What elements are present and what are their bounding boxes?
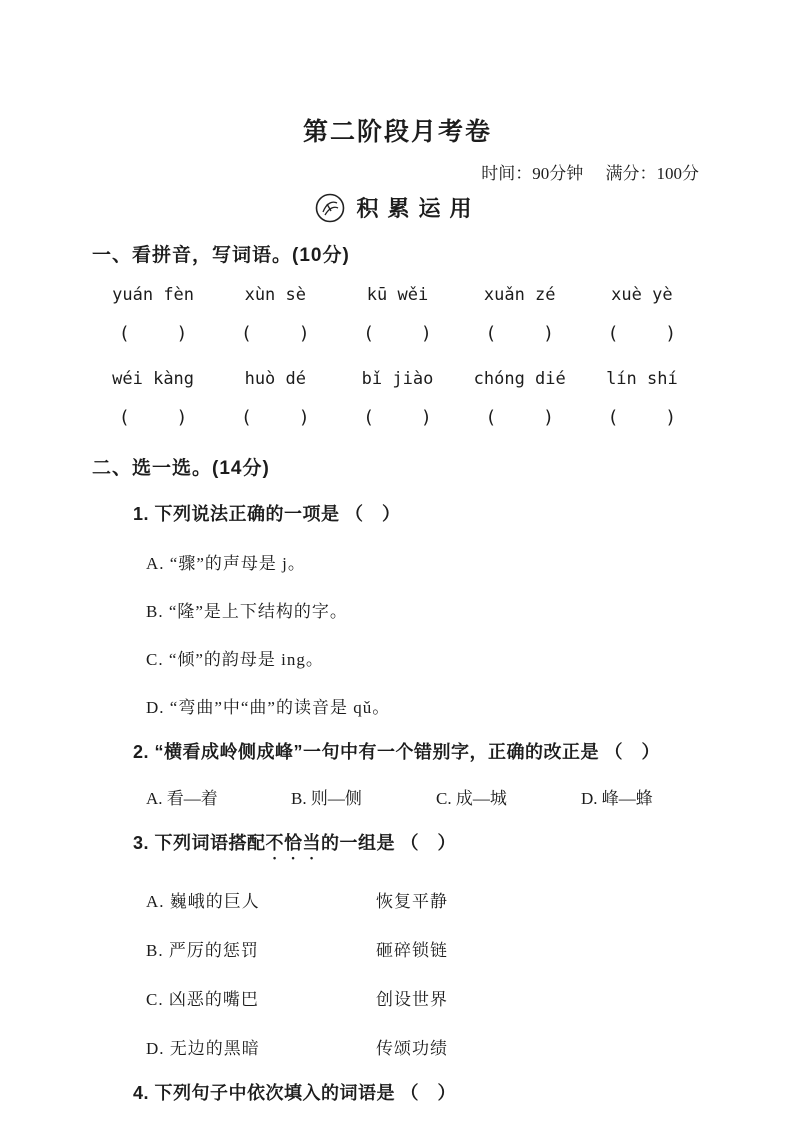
question-1-stem: 1. 下列说法正确的一项是 （ ） bbox=[133, 503, 401, 524]
word-pair-row bbox=[146, 1034, 703, 1059]
word-pair-row bbox=[146, 887, 703, 912]
answer-blank: ( ) bbox=[607, 406, 677, 428]
answer-blank: ( ) bbox=[485, 406, 554, 428]
answer-blank: ( ) bbox=[607, 322, 677, 344]
part-one-heading: 一、看拼音，写词语。(10分) bbox=[92, 244, 350, 266]
answer-blank: ( ) bbox=[363, 406, 432, 428]
option-item: D. 峰—蜂 bbox=[581, 789, 653, 809]
pinyin-item: xùn sè bbox=[244, 284, 306, 305]
question-3 bbox=[133, 831, 703, 1059]
question-2 bbox=[133, 740, 703, 809]
option-item: D. “弯曲”中“曲”的读音是 qǔ。 bbox=[146, 697, 391, 717]
answer-blank: ( ) bbox=[485, 322, 554, 344]
pinyin-item: bǐ jiào bbox=[361, 368, 434, 389]
question-4 bbox=[133, 1081, 703, 1105]
section-title: 积累运用 bbox=[356, 196, 481, 221]
question-3-options bbox=[133, 887, 703, 1059]
section-banner bbox=[92, 192, 703, 224]
question-1 bbox=[133, 502, 703, 718]
pair-left: B. 严厉的惩罚 bbox=[146, 941, 259, 961]
answer-blank: ( ) bbox=[363, 322, 432, 344]
option-item: C. “倾”的韵母是 ing。 bbox=[146, 649, 324, 669]
stem-emphasized-text: 不恰当 bbox=[265, 833, 322, 854]
pinyin-item: yuán fèn bbox=[112, 284, 195, 305]
option-item: B. 则—侧 bbox=[291, 789, 362, 809]
answer-blank: ( ) bbox=[118, 406, 188, 428]
question-2-stem: 2. “横看成岭侧成峰”一句中有一个错别字，正确的改正是 （ ） bbox=[133, 741, 661, 762]
pinyin-item: kū wěi bbox=[366, 284, 429, 305]
answer-blank: ( ) bbox=[241, 322, 310, 344]
time-limit: 时间：90分钟 bbox=[481, 163, 584, 183]
pair-left: A. 巍峨的巨人 bbox=[146, 892, 260, 912]
pinyin-item: huò dé bbox=[244, 368, 306, 389]
exam-meta bbox=[92, 159, 703, 184]
option-item: A. “骤”的声母是 j。 bbox=[146, 553, 306, 573]
page-title: 第二阶段月考卷 bbox=[302, 118, 492, 146]
word-pair-row bbox=[146, 936, 703, 961]
pinyin-row-2 bbox=[92, 369, 703, 389]
answer-blank: ( ) bbox=[241, 406, 310, 428]
pinyin-row-1 bbox=[92, 285, 703, 305]
pinyin-item: chóng dié bbox=[473, 368, 566, 389]
question-1-options bbox=[133, 549, 703, 718]
answer-blank-row-1 bbox=[92, 319, 703, 345]
pair-left: D. 无边的黑暗 bbox=[146, 1039, 260, 1059]
option-item: B. “隆”是上下结构的字。 bbox=[146, 601, 348, 621]
part-two-heading: 二、选一选。(14分) bbox=[92, 457, 270, 479]
stem-text: 3. 下列词语搭配 bbox=[133, 833, 266, 854]
question-3-stem bbox=[133, 831, 703, 863]
pair-right: 恢复平静 bbox=[376, 892, 448, 912]
answer-blank-row-2 bbox=[92, 403, 703, 429]
answer-blank: ( ) bbox=[118, 322, 188, 344]
section-badge-icon bbox=[314, 192, 346, 224]
stem-text: 的一组是 （ ） bbox=[321, 833, 457, 854]
question-2-options bbox=[133, 784, 703, 809]
questions-block bbox=[92, 502, 703, 1106]
pinyin-item: xuè yè bbox=[611, 284, 673, 305]
pair-right: 砸碎锁链 bbox=[376, 941, 448, 961]
word-pair-row bbox=[146, 985, 703, 1010]
pair-right: 传颂功绩 bbox=[376, 1039, 448, 1059]
pinyin-item: xuǎn zé bbox=[483, 284, 556, 305]
pinyin-item: wéi kàng bbox=[112, 368, 195, 389]
pair-left: C. 凶恶的嘴巴 bbox=[146, 990, 259, 1010]
full-score: 满分：100分 bbox=[605, 163, 699, 183]
pair-right: 创设世界 bbox=[376, 990, 448, 1010]
question-4-stem: 4. 下列句子中依次填入的词语是 （ ） bbox=[133, 1083, 457, 1104]
option-item: C. 成—城 bbox=[436, 789, 507, 809]
option-item: A. 看—着 bbox=[146, 789, 218, 809]
pinyin-item: lín shí bbox=[606, 368, 678, 389]
